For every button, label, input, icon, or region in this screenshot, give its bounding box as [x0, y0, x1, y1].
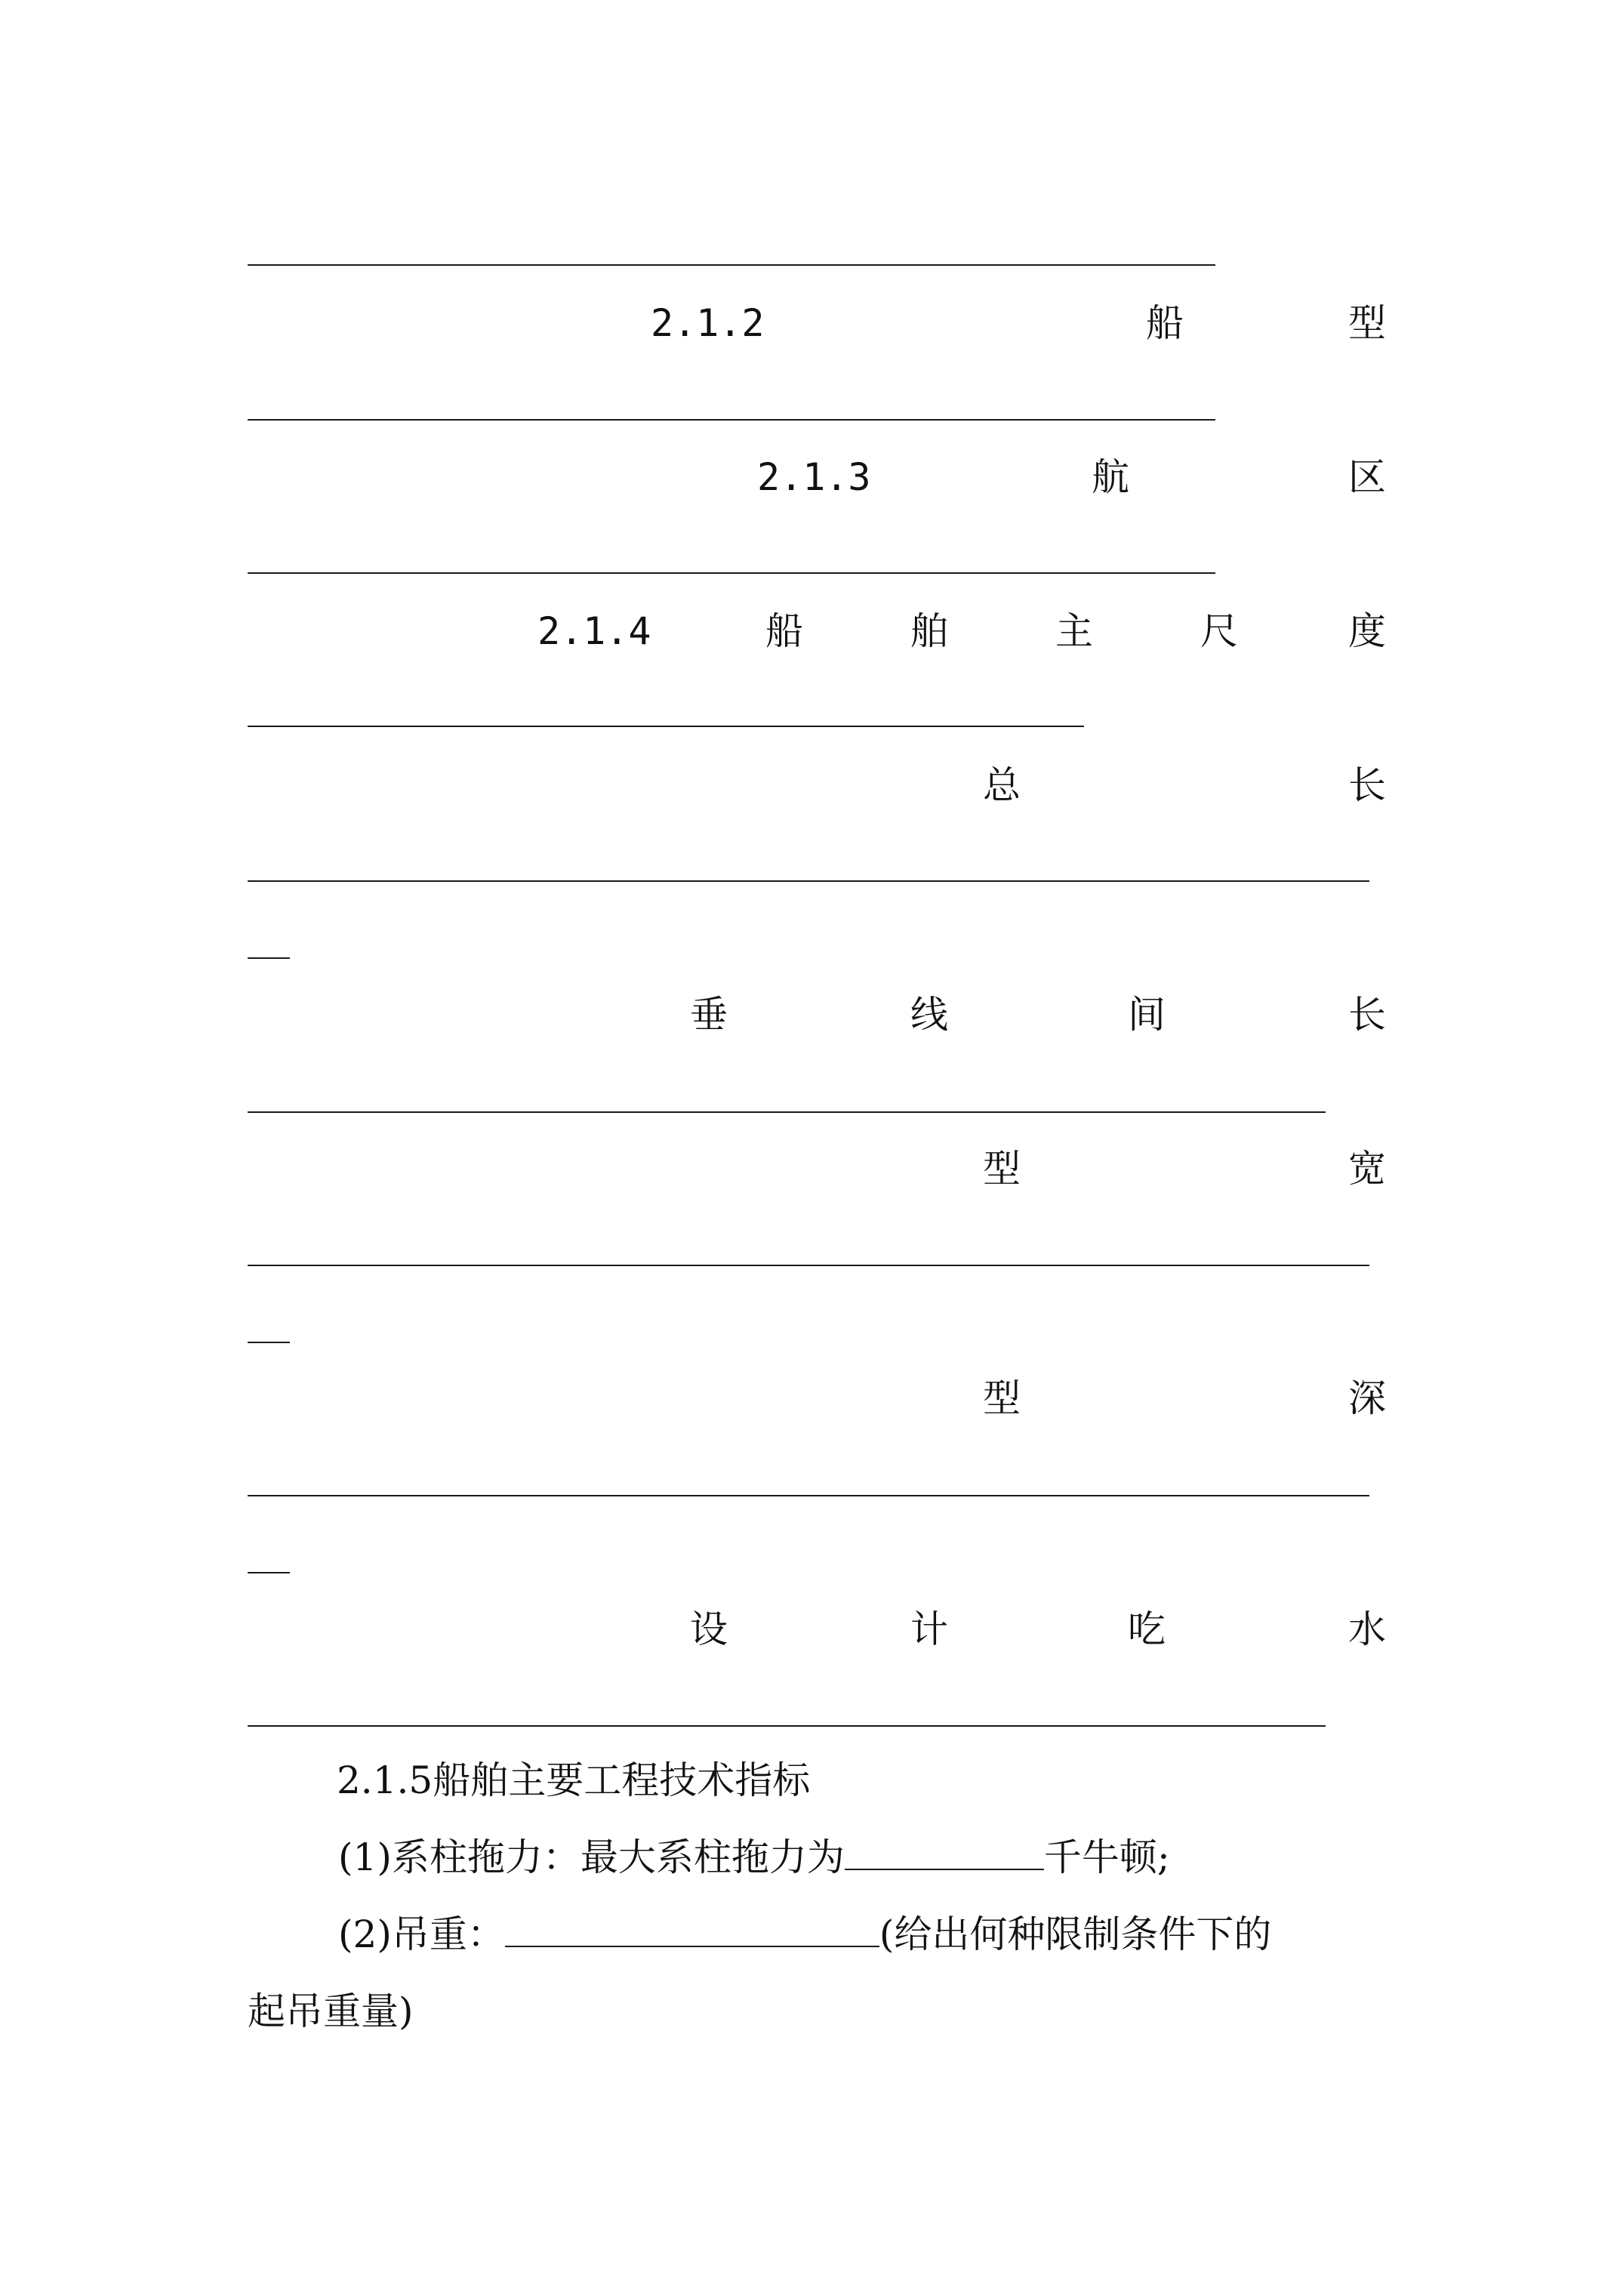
blank-line-7-tail	[248, 1342, 290, 1343]
section-number-2-1-2: 2.1.2	[651, 301, 765, 345]
blank-line-4	[248, 726, 1084, 727]
section-title-2-1-5: 2.1.5船舶主要工程技术指标	[337, 1758, 811, 1802]
crane-load-blank[interactable]	[505, 1912, 879, 1947]
dimension-label-char: 长	[1348, 993, 1386, 1037]
blank-line-7	[248, 1265, 1369, 1266]
section-number-2-1-4: 2.1.4	[537, 609, 651, 653]
dimension-label-char: 深	[1348, 1376, 1386, 1420]
blank-line-6	[248, 1111, 1326, 1113]
dimension-label-char: 吃	[1128, 1607, 1166, 1651]
dimension-label-char: 型	[983, 1147, 1021, 1191]
dimension-label-char: 间	[1128, 993, 1166, 1037]
crane-load-line	[338, 1912, 1271, 1957]
blank-line-5-tail	[248, 957, 290, 959]
dimension-label-char: 线	[910, 993, 948, 1037]
section-number-2-1-3: 2.1.3	[757, 455, 871, 499]
bollard-pull-unit: 千牛顿;	[1043, 1835, 1170, 1879]
blank-line-2	[248, 419, 1215, 421]
blank-line-1	[248, 264, 1215, 266]
section-title-char: 区	[1348, 455, 1386, 499]
bollard-pull-line	[338, 1835, 1170, 1880]
dimension-label-char: 计	[910, 1607, 948, 1651]
dimension-label-char: 长	[1348, 763, 1386, 807]
blank-line-9	[248, 1725, 1326, 1727]
blank-line-5	[248, 880, 1369, 882]
blank-line-3	[248, 572, 1215, 574]
section-title-char: 航	[1092, 455, 1129, 499]
crane-load-note-continued: 起吊重量)	[248, 1989, 414, 2033]
section-title-char: 船	[765, 609, 803, 653]
dimension-label-char: 垂	[690, 993, 728, 1037]
crane-load-note: (给出何种限制条件下的	[879, 1912, 1272, 1956]
section-title-char: 舶	[910, 609, 948, 653]
section-title-char: 型	[1348, 301, 1386, 345]
bollard-pull-label: (1)系柱拖力：最大系柱拖力为	[338, 1835, 845, 1879]
section-title-char: 度	[1348, 609, 1386, 653]
dimension-label-char: 宽	[1348, 1147, 1386, 1191]
section-title-char: 船	[1146, 301, 1184, 345]
dimension-label-char: 设	[690, 1607, 728, 1651]
section-title-char: 主	[1055, 609, 1093, 653]
dimension-label-char: 水	[1348, 1607, 1386, 1651]
dimension-label-char: 型	[983, 1376, 1021, 1420]
blank-line-8	[248, 1495, 1369, 1496]
crane-load-label: (2)吊重：	[338, 1912, 505, 1956]
bollard-pull-blank[interactable]	[845, 1835, 1044, 1870]
section-title-char: 尺	[1200, 609, 1238, 653]
blank-line-8-tail	[248, 1572, 290, 1573]
dimension-label-char: 总	[983, 763, 1021, 807]
